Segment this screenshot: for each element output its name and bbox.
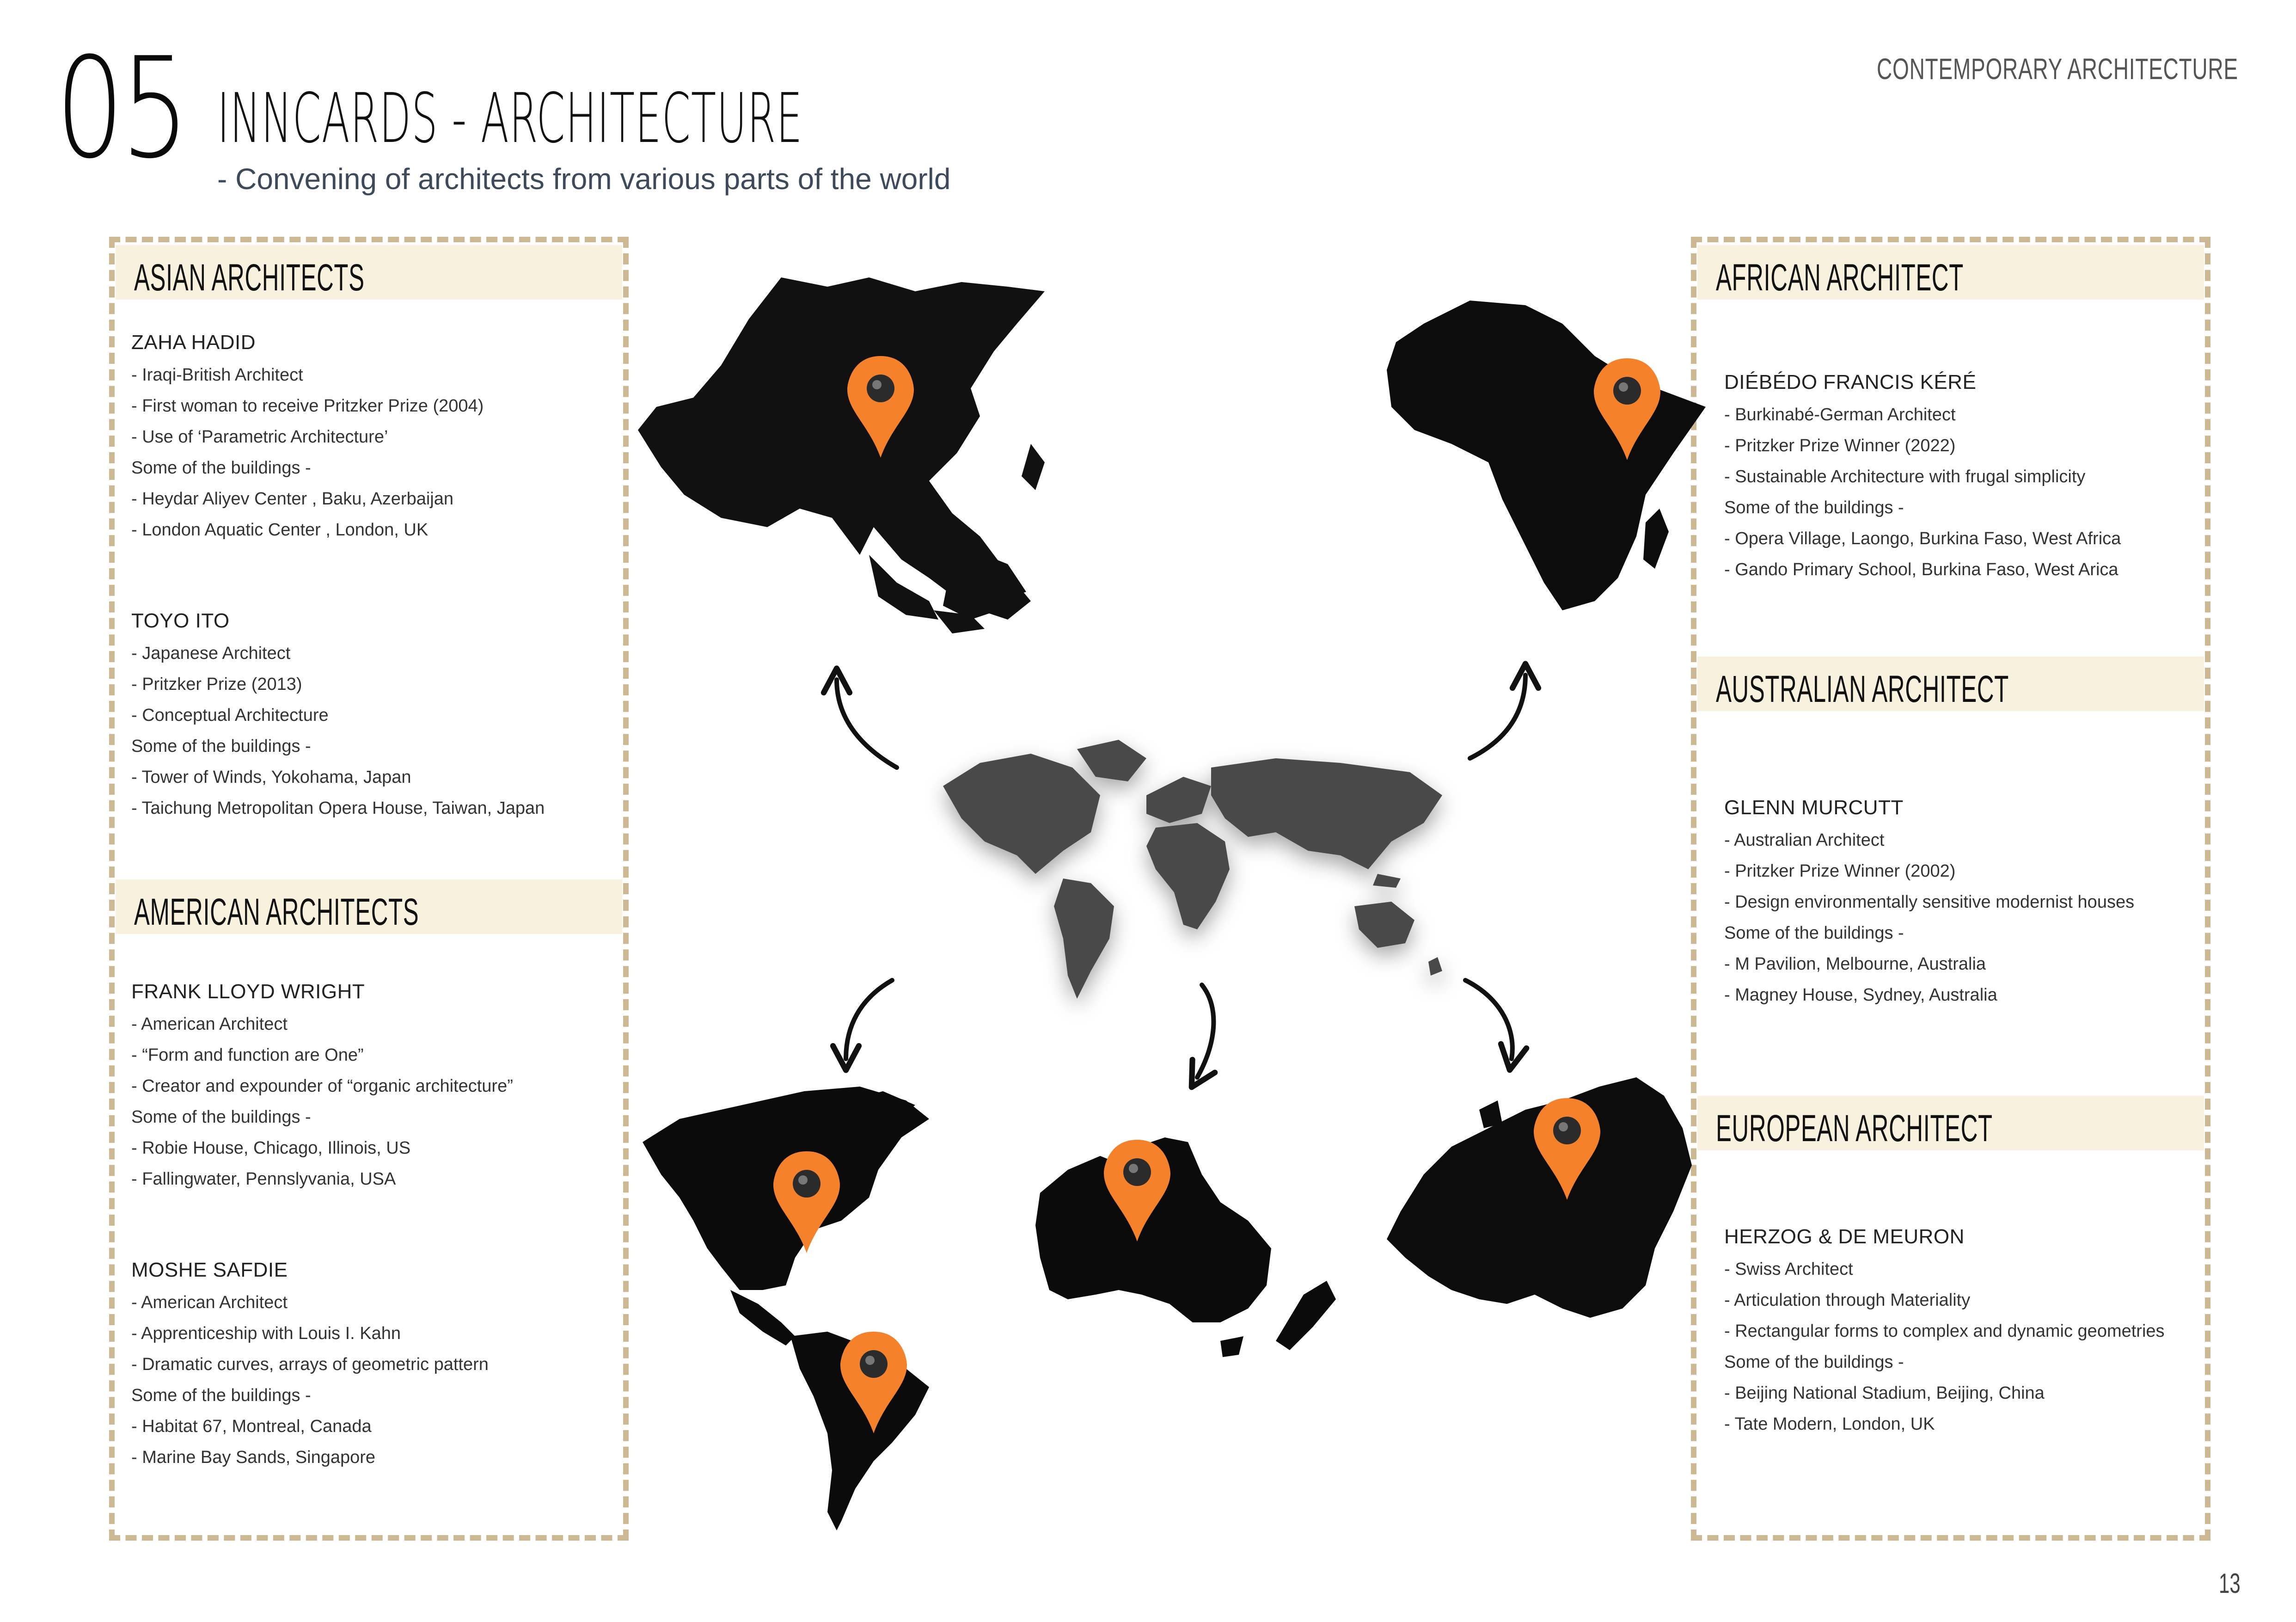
detail-line: - Sustainable Architecture with frugal simplicity — [1724, 467, 2086, 486]
architect-name: ZAHA HADID — [131, 331, 256, 354]
architect-name: DIÉBÉDO FRANCIS KÉRÉ — [1724, 371, 1977, 393]
detail-line: Some of the buildings - — [131, 1386, 311, 1405]
detail-line: - Australian Architect — [1724, 830, 1885, 850]
detail-line: - Robie House, Chicago, Illinois, US — [131, 1138, 411, 1158]
detail-line: - Pritzker Prize (2013) — [131, 675, 302, 694]
detail-line: - Articulation through Materiality — [1724, 1290, 1971, 1310]
architect-name: MOSHE SAFDIE — [131, 1259, 288, 1281]
detail-line: Some of the buildings - — [131, 737, 311, 756]
detail-line: - Rectangular forms to complex and dynamic geometries — [1724, 1321, 2165, 1341]
architect-name: FRANK LLOYD WRIGHT — [131, 980, 365, 1003]
detail-line: - Dramatic curves, arrays of geometric pattern — [131, 1355, 489, 1374]
architect-name: HERZOG & DE MEURON — [1724, 1225, 1965, 1248]
detail-line: Some of the buildings - — [1724, 923, 1904, 943]
detail-line: - Taichung Metropolitan Opera House, Taiwan, Japan — [131, 799, 545, 818]
asia-map — [638, 277, 1045, 633]
arrow-to-africa — [1470, 675, 1525, 758]
detail-line: Some of the buildings - — [131, 458, 311, 478]
detail-line: - Pritzker Prize Winner (2002) — [1724, 861, 1956, 881]
detail-line: Some of the buildings - — [1724, 498, 1904, 517]
detail-line: - Swiss Architect — [1724, 1260, 1853, 1279]
architect-name: GLENN MURCUTT — [1724, 796, 1904, 819]
detail-line: - Fallingwater, Pennslyvania, USA — [131, 1169, 396, 1189]
page-subtitle: - Convening of architects from various parts of the world — [217, 162, 951, 196]
architect-name: TOYO ITO — [131, 609, 230, 632]
detail-line: Some of the buildings - — [131, 1107, 311, 1127]
detail-line: - Design environmentally sensitive modernist houses — [1724, 892, 2135, 912]
detail-line: - Gando Primary School, Burkina Faso, West Arica — [1724, 560, 2118, 579]
american-heading: AMERICAN ARCHITECTS — [134, 891, 419, 933]
detail-line: Some of the buildings - — [1724, 1352, 1904, 1372]
detail-line: - “Form and function are One” — [131, 1045, 364, 1065]
detail-line: - Habitat 67, Montreal, Canada — [131, 1417, 372, 1436]
detail-line: - Conceptual Architecture — [131, 706, 329, 725]
european-heading: EUROPEAN ARCHITECT — [1716, 1107, 1993, 1149]
detail-line: - Burkinabé-German Architect — [1724, 405, 1956, 424]
detail-line: - M Pavilion, Melbourne, Australia — [1724, 954, 1986, 974]
detail-line: - Opera Village, Laongo, Burkina Faso, West Africa — [1724, 529, 2121, 548]
page-number: 13 — [2219, 1568, 2241, 1599]
australia-map — [1035, 1137, 1336, 1357]
detail-line: - Marine Bay Sands, Singapore — [131, 1448, 376, 1467]
arrow-to-europe — [1465, 980, 1512, 1059]
detail-line: - Beijing National Stadium, Beijing, China — [1724, 1383, 2045, 1403]
african-heading: AFRICAN ARCHITECT — [1716, 257, 1964, 299]
section-number: 05 — [55, 28, 186, 189]
arrow-to-asia — [837, 680, 897, 768]
detail-line: - Magney House, Sydney, Australia — [1724, 985, 1997, 1005]
world-map — [943, 740, 1442, 999]
detail-line: - First woman to receive Pritzker Prize (2004) — [131, 396, 484, 416]
section-label: CONTEMPORARY ARCHITECTURE — [1877, 52, 2238, 86]
detail-line: - London Aquatic Center , London, UK — [131, 520, 429, 540]
asian-heading: ASIAN ARCHITECTS — [134, 257, 365, 299]
arrow-to-americas — [846, 980, 892, 1059]
detail-line: - Heydar Aliyev Center , Baku, Azerbaijan — [131, 489, 454, 509]
africa-map — [1387, 301, 1706, 610]
detail-line: - American Architect — [131, 1014, 288, 1034]
detail-line: - Iraqi-British Architect — [131, 365, 303, 385]
detail-line: - Use of ‘Parametric Architecture’ — [131, 427, 388, 447]
arrow-to-australia — [1197, 985, 1213, 1077]
page-title: INNCARDS - ARCHITECTURE — [217, 79, 803, 158]
detail-line: - Apprenticeship with Louis I. Kahn — [131, 1324, 401, 1343]
detail-line: - Creator and expounder of “organic architecture” — [131, 1076, 513, 1096]
detail-line: - American Architect — [131, 1293, 288, 1312]
australian-heading: AUSTRALIAN ARCHITECT — [1716, 668, 2009, 710]
detail-line: - Japanese Architect — [131, 644, 291, 663]
detail-line: - Pritzker Prize Winner (2022) — [1724, 436, 1956, 455]
americas-map — [643, 1087, 929, 1530]
detail-line: - Tate Modern, London, UK — [1724, 1414, 1935, 1434]
detail-line: - Tower of Winds, Yokohama, Japan — [131, 768, 411, 787]
